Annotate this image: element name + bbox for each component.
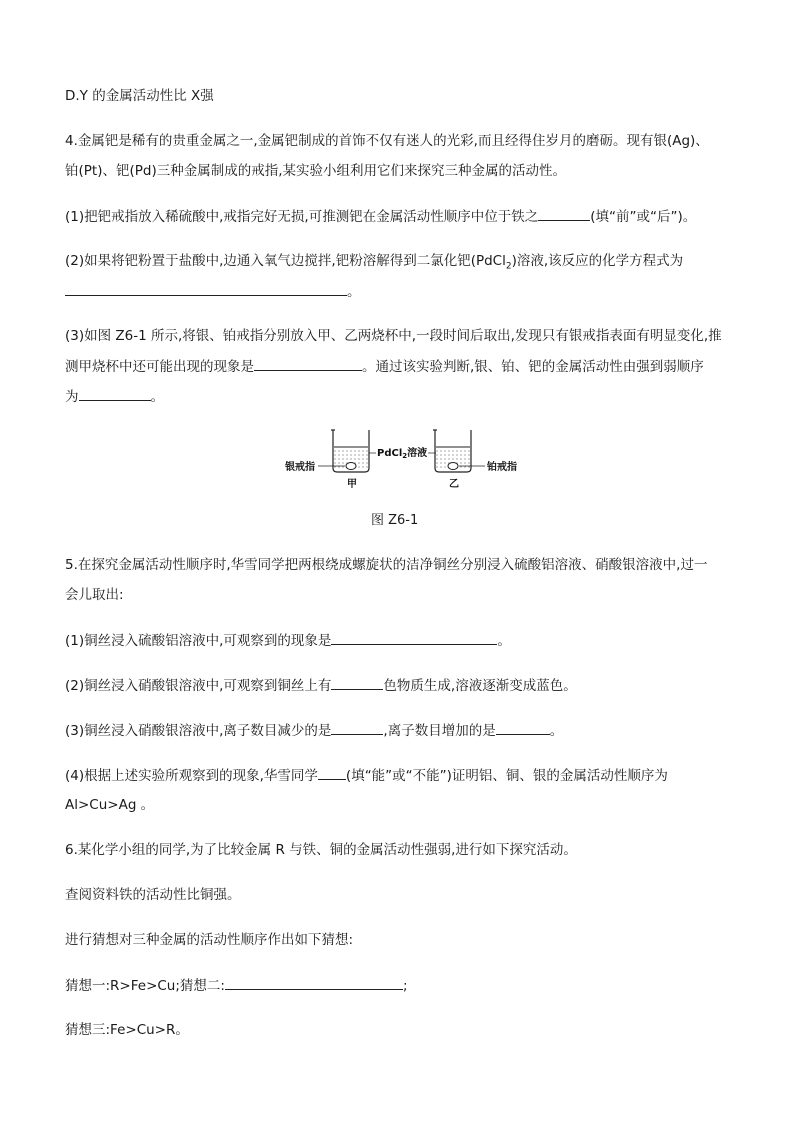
q5-part-1 bbox=[65, 630, 511, 651]
q4-part-2-answer-line bbox=[65, 281, 361, 302]
q5-part-2-suffix: 色物质生成,溶液逐渐变成蓝色。 bbox=[383, 678, 577, 694]
beaker-b bbox=[433, 430, 485, 472]
q4-part-3-line-3 bbox=[65, 386, 164, 407]
q5-part-2-text: (2)铜丝浸入硝酸银溶液中,可观察到铜丝上有 bbox=[65, 678, 332, 694]
q5-part-2-blank[interactable] bbox=[331, 675, 383, 690]
q4-part-3-line-2 bbox=[65, 356, 704, 377]
q5-part-4-blank[interactable] bbox=[318, 765, 346, 780]
q5-part-4 bbox=[65, 765, 668, 786]
q4-part-2 bbox=[65, 251, 683, 277]
q5-intro-line-1: 5.在探究金属活动性顺序时,华雪同学把两根绕成螺旋状的洁净铜丝分别浸入硫酸铝溶液、硝酸银溶液中,过一 bbox=[65, 557, 708, 573]
q5-part-1-blank[interactable] bbox=[331, 630, 497, 645]
q5-part-1-text: (1)铜丝浸入硫酸铝溶液中,可观察到的现象是 bbox=[65, 633, 332, 649]
q5-part-3-end: 。 bbox=[549, 723, 564, 739]
q5-intro-line-2: 会儿取出: bbox=[65, 587, 124, 603]
q4-part-2-text: (2)如果将钯粉置于盐酸中,边通入氧气边搅拌,钯粉溶解得到二氯化钯(PdCl bbox=[65, 253, 506, 269]
q4-part-3-text-b: 测甲烧杯中还可能出现的现象是 bbox=[65, 359, 254, 375]
silver-ring-label: 银戒指 bbox=[285, 462, 315, 473]
q5-part-1-end: 。 bbox=[497, 633, 511, 649]
q4-part-3-blank-1[interactable] bbox=[254, 356, 362, 371]
q5-part-3-blank-2[interactable] bbox=[496, 720, 550, 735]
q6-guess-1-2 bbox=[65, 975, 408, 996]
q6-guess-2-blank[interactable] bbox=[225, 975, 403, 990]
q4-part-3-blank-2[interactable] bbox=[79, 386, 151, 401]
q6-guess-1-text: 猜想一:R>Fe>Cu;猜想二: bbox=[65, 978, 225, 994]
q4-part-3-text-c: 。通过该实验判断,银、铂、钯的金属活动性由强到弱顺序 bbox=[362, 359, 704, 375]
q3-option-d: D.Y 的金属活动性比 X强 bbox=[65, 88, 214, 104]
beaker-b-label: 乙 bbox=[449, 479, 459, 490]
q5-part-3-text: (3)铜丝浸入硝酸银溶液中,离子数目减少的是 bbox=[65, 723, 332, 739]
q4-part-3-text-d: 为 bbox=[65, 389, 79, 405]
beaker-diagram bbox=[285, 422, 525, 492]
q5-part-3-blank-1[interactable] bbox=[331, 720, 383, 735]
q4-part-1-blank[interactable] bbox=[538, 206, 590, 221]
q4-part-2-text-b: )溶液,该反应的化学方程式为 bbox=[511, 253, 684, 269]
q4-intro-line-2: 铂(Pt)、钯(Pd)三种金属制成的戒指,某实验小组利用它们来探究三种金属的活动性。 bbox=[65, 163, 567, 179]
q5-part-3-text-b: ,离子数目增加的是 bbox=[383, 723, 496, 739]
q6-info: 查阅资料铁的活动性比铜强。 bbox=[65, 887, 241, 903]
q4-intro-line-1: 4.金属钯是稀有的贵重金属之一,金属钯制成的首饰不仅有迷人的光彩,而且经得住岁月的磨砺。现有银(Ag)、 bbox=[65, 133, 709, 149]
platinum-ring-label: 铂戒指 bbox=[487, 462, 517, 473]
figure-caption: 图 Z6-1 bbox=[371, 513, 419, 528]
q5-part-4-line-2: Al>Cu>Ag 。 bbox=[65, 797, 155, 813]
q6-guess-intro: 进行猜想对三种金属的活动性顺序作出如下猜想: bbox=[65, 932, 354, 948]
q6-intro: 6.某化学小组的同学,为了比较金属 R 与铁、铜的金属活动性强弱,进行如下探究活动。 bbox=[65, 842, 577, 858]
q5-part-4-text: (4)根据上述实验所观察到的现象,华雪同学 bbox=[65, 768, 318, 784]
q5-part-3 bbox=[65, 720, 563, 741]
q4-part-1-suffix: (填“前”或“后”)。 bbox=[590, 209, 697, 225]
q4-part-1-text: (1)把钯戒指放入稀硫酸中,戒指完好无损,可推测钯在金属活动性顺序中位于铁之 bbox=[65, 209, 539, 225]
q6-guess-2-end: ; bbox=[402, 978, 408, 994]
beaker-a bbox=[318, 430, 369, 472]
q6-guess-3: 猜想三:Fe>Cu>R。 bbox=[65, 1022, 189, 1038]
silver-ring-icon bbox=[346, 463, 356, 470]
pdcl2-solution-label: PdCl$_2$溶液 bbox=[377, 448, 428, 460]
q4-part-3-line-1: (3)如图 Z6-1 所示,将银、铂戒指分别放入甲、乙两烧杯中,一段时间后取出,发现只有银戒指表面有明显变化,推 bbox=[65, 328, 722, 344]
q4-part-2-subscript: 2 bbox=[505, 261, 512, 272]
q4-part-2-end: 。 bbox=[347, 284, 361, 300]
q4-part-3-text-e: 。 bbox=[150, 389, 164, 405]
q5-part-4-suffix: (填“能”或“不能”)证明铝、铜、银的金属活动性顺序为 bbox=[345, 768, 668, 784]
q4-part-2-blank[interactable] bbox=[65, 281, 347, 296]
q5-part-2 bbox=[65, 675, 577, 696]
platinum-ring-icon bbox=[448, 463, 458, 470]
beaker-a-label: 甲 bbox=[347, 479, 357, 490]
beaker-figure bbox=[285, 422, 525, 492]
q4-part-1 bbox=[65, 206, 696, 227]
